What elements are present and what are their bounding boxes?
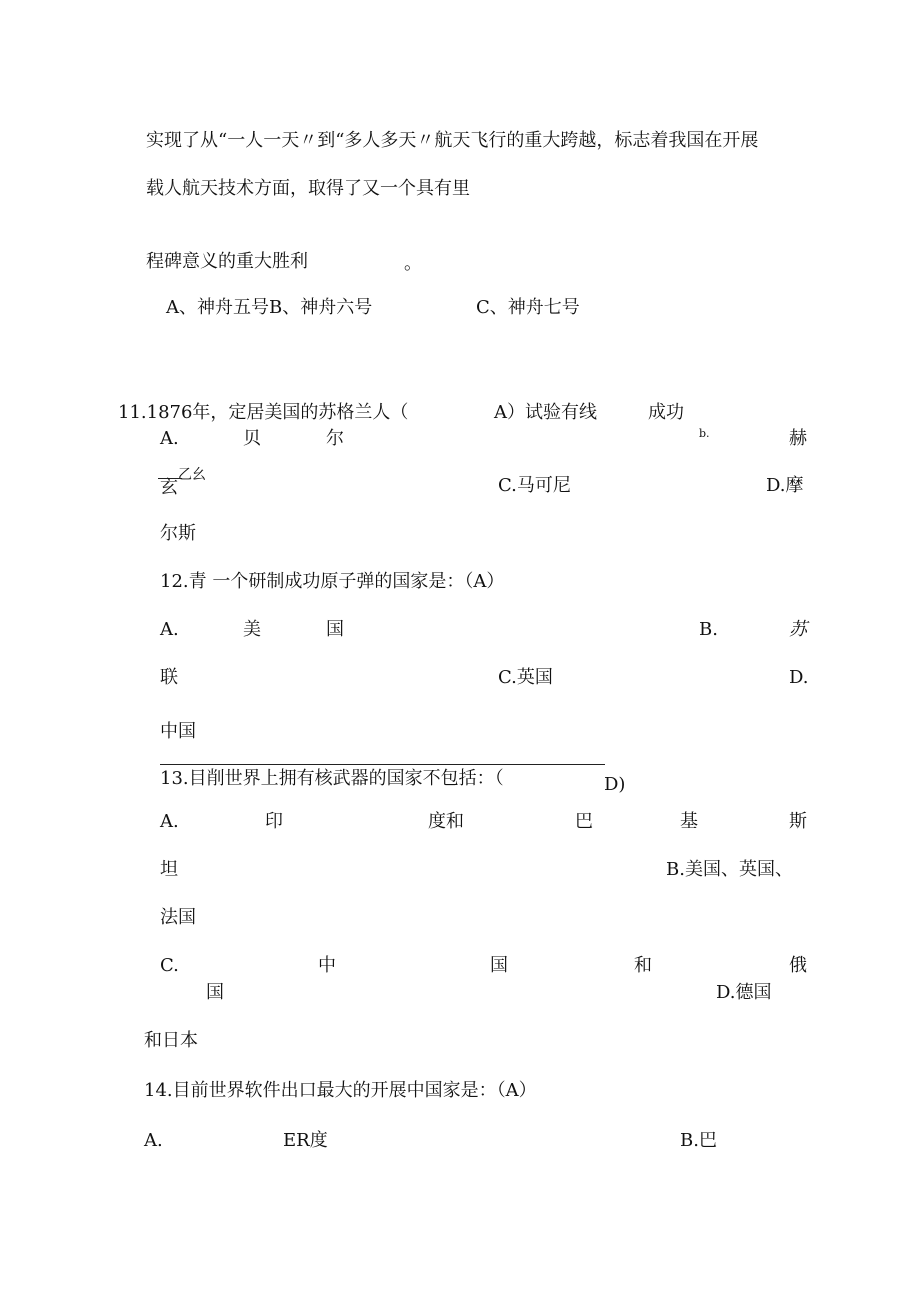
q13-option-a-char-6: 坦 [160, 859, 178, 880]
q14-stem: 14.目前世界软件出口最大的开展中国家是：（A） [144, 1080, 537, 1101]
q13-option-b: B.美国、英国、 [666, 859, 793, 880]
q11-option-b-char-1: 赫 [789, 428, 807, 449]
q10-line-3-period: 。 [404, 253, 422, 274]
q10-option-c: C、神舟七号 [476, 297, 580, 318]
q11-option-b-fragment-2: 玄 [160, 477, 178, 498]
q11-option-b-fragment-1: 乙幺 [178, 467, 206, 483]
q11-option-a-char-2: 尔 [326, 428, 344, 449]
q12-stem: 12.青 一个研制成功原子弹的国家是：（A） [160, 571, 505, 592]
q13-option-a-char-5: 斯 [789, 811, 807, 832]
q13-option-b-continued: 法国 [160, 907, 196, 928]
q11-stem-answer: A）试验有线 [494, 402, 597, 423]
q11-stem: 11.1876年，定居美国的苏格兰人（ [118, 402, 409, 423]
q13-stem: 13.目削世界上拥有核武器的国家不包括：（ [160, 768, 504, 789]
q13-option-a-char-3: 巴 [575, 811, 593, 832]
q13-option-d-continued: 和日本 [144, 1030, 198, 1051]
q13-option-c-label: C. [160, 955, 179, 976]
q14-option-a-text: ER度 [283, 1130, 328, 1151]
q10-line-2: 载人航天技术方面，取得了又一个具有里 [146, 178, 470, 199]
q14-option-b: B.巴 [680, 1130, 717, 1151]
q13-option-c-char-5: 国 [206, 982, 224, 1003]
q11-option-d: D.摩 [766, 475, 804, 496]
q12-option-a-char-2: 国 [326, 619, 344, 640]
q13-option-d: D.德国 [716, 982, 772, 1003]
q12-option-c: C.英国 [498, 667, 553, 688]
q13-option-c-char-4: 俄 [789, 955, 807, 976]
q12-option-b-label: B. [699, 619, 718, 640]
q13-option-a-char-2: 度和 [428, 811, 464, 832]
q11-option-b-label: b. [699, 427, 710, 440]
q13-stem-answer: D) [604, 774, 626, 795]
q10-line-1: 实现了从“一人一天〃到“多人多天〃航天飞行的重大跨越，标志着我国在开展 [146, 130, 759, 151]
q12-option-a-char-1: 美 [243, 619, 261, 640]
q10-options-ab: A、神舟五号B、神舟六号 [166, 297, 373, 318]
q12-option-a-label: A. [160, 619, 179, 640]
q13-option-c-char-2: 国 [490, 955, 508, 976]
q14-option-a-label: A. [144, 1130, 163, 1151]
section-divider-line [160, 764, 605, 765]
q12-option-b-char-2: 联 [160, 667, 178, 688]
q13-option-c-char-1: 中 [318, 955, 336, 976]
q13-option-a-char-4: 基 [680, 811, 698, 832]
q12-option-d-label: D. [789, 667, 809, 688]
q13-option-c-char-3: 和 [634, 955, 652, 976]
q11-option-a-char-1: 贝 [243, 428, 261, 449]
q13-option-a-char-1: 印 [265, 811, 283, 832]
q11-stem-end: 成功 [648, 402, 684, 423]
q12-option-b-char-1: 苏 [789, 619, 807, 640]
q11-option-d-continued: 尔斯 [160, 523, 196, 544]
q11-option-c: C.马可尼 [498, 475, 571, 496]
q11-option-a-label: A. [160, 428, 179, 449]
q10-line-3: 程碑意义的重大胜利 [146, 251, 308, 272]
q12-option-d-text: 中国 [160, 721, 196, 742]
q13-option-a-label: A. [160, 811, 179, 832]
